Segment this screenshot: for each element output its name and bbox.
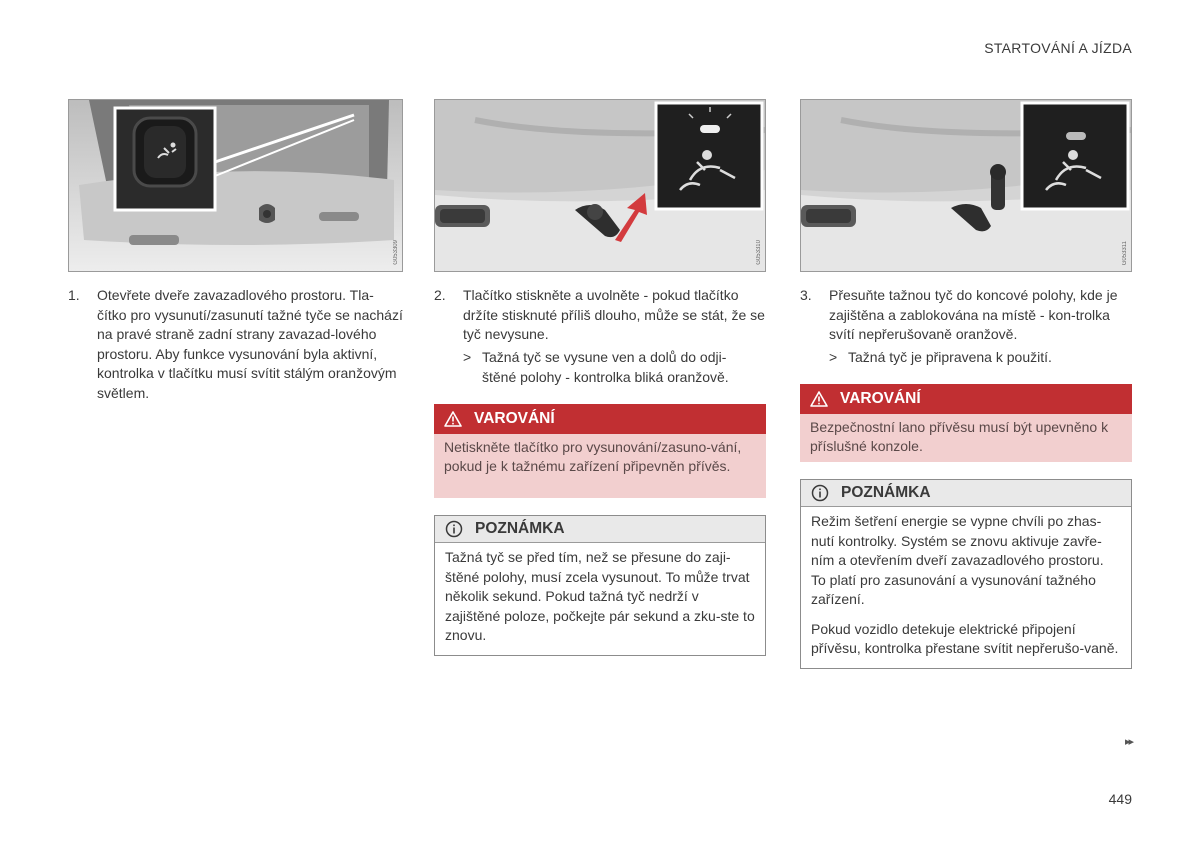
warning-text: Netiskněte tlačítko pro vysunování/zasuno-vání, pokud je k tažnému zařízení připevněn přívěs. (444, 439, 742, 474)
step-3 (800, 286, 1132, 345)
info-circle-icon (445, 520, 463, 538)
figure-code: G053309 (393, 240, 399, 265)
step-number: 3. (800, 287, 812, 303)
note-paragraph: Režim šetření energie se vypne chvíli po zhas-nutí kontrolky. Systém se znovu aktivuje zavře-ním a otevřením dveří zavazadlového prostoru. To platí pro zasunování a vysunování tažného zařízení. (811, 513, 1104, 607)
info-circle-icon (811, 484, 829, 502)
step-number: 1. (68, 287, 80, 303)
tow-bar-extending-photo (435, 100, 765, 271)
warning-header (800, 384, 1132, 414)
figure-tow-bar-extending (434, 99, 766, 272)
note-title: POZNÁMKA (841, 484, 931, 501)
figure-tow-bar-locked (800, 99, 1132, 272)
note-body (801, 507, 1131, 668)
step-1 (68, 286, 403, 403)
result-text: Tažná tyč je připravena k použití. (848, 349, 1052, 365)
note-paragraph: Tažná tyč se před tím, než se přesune do zaji-štěné polohy, musí zcela vysunout. To může trvat několik sekund. Pokud tažná tyč nedrží v zajištěné poloze, počkejte pár sekund a zku-ste to znovu. (445, 549, 755, 643)
trunk-tow-bar-button-photo (69, 100, 402, 271)
section-title: STARTOVÁNÍ A JÍZDA (984, 40, 1132, 56)
figure-code: G053311 (1122, 240, 1128, 265)
warning-text: Bezpečnostní lano přívěsu musí být upevněno k příslušné konzole. (810, 419, 1109, 454)
step-2 (434, 286, 766, 345)
note-body (435, 543, 765, 655)
step-3-result (829, 348, 1125, 368)
warning-box (800, 384, 1132, 462)
note-header (435, 516, 765, 543)
step-2-result (463, 348, 759, 387)
warning-header (434, 404, 766, 434)
step-text: Otevřete dveře zavazadlového prostoru. Tla-čítko pro vysunutí/zasunutí tažné tyče se nachází na pravé straně zadní strany zavazad-lového prostoru. Aby funkce vysunování byla aktivní, kontrolka v tlačítku musí svítit stálým oranžovým světlem. (97, 287, 403, 401)
figure-code: G053310 (756, 240, 762, 265)
result-marker: > (829, 349, 838, 365)
note-paragraph: Pokud vozidlo detekuje elektrické připojení přívěsu, kontrolka přestane svítit nepřerušo-vaně. (811, 620, 1119, 656)
note-header (801, 480, 1131, 507)
step-text: Přesuňte tažnou tyč do koncové polohy, kde je zajištěna a zablokována na místě - kon-trolka svítí nepřerušovaně oranžově. (829, 287, 1118, 342)
step-text: Tlačítko stiskněte a uvolněte - pokud tlačítko držíte stisknuté příliš dlouho, může se stát, že se tyč nevysune. (463, 287, 765, 342)
figure-trunk-button (68, 99, 403, 272)
warning-triangle-icon (810, 391, 828, 407)
warning-box (434, 404, 766, 498)
continue-arrows-icon: ▸▸ (1124, 736, 1132, 748)
tow-bar-locked-photo (801, 100, 1131, 271)
note-title: POZNÁMKA (475, 520, 565, 537)
warning-title: VAROVÁNÍ (474, 410, 555, 427)
page-number: 449 (1108, 791, 1132, 807)
warning-triangle-icon (444, 411, 462, 427)
note-box (434, 515, 766, 656)
step-number: 2. (434, 287, 446, 303)
result-marker: > (463, 349, 472, 365)
result-text: Tažná tyč se vysune ven a dolů do odji-štěné polohy - kontrolka bliká oranžově. (482, 349, 729, 385)
warning-title: VAROVÁNÍ (840, 390, 921, 407)
note-box (800, 479, 1132, 669)
